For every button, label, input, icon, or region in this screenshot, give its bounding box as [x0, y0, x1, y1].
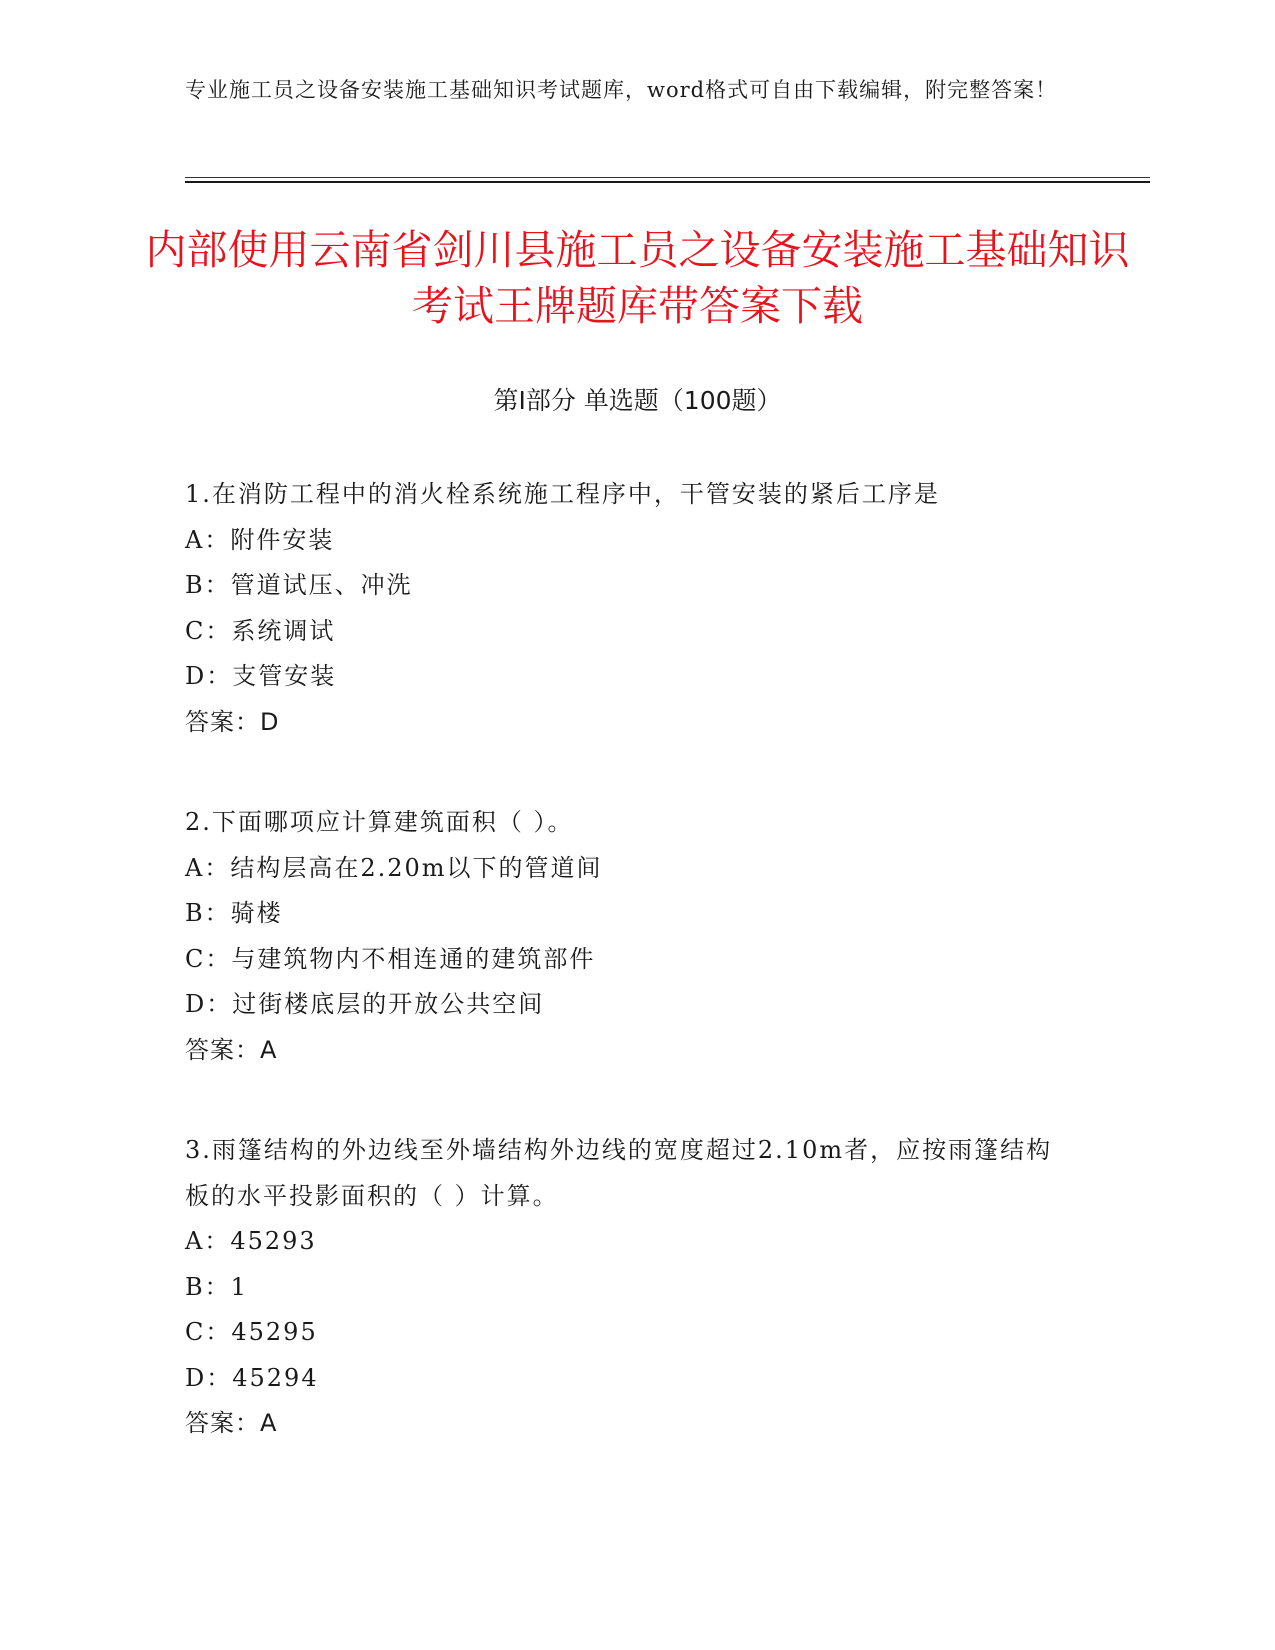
header-divider-thick: [185, 181, 1150, 183]
question-1: [185, 472, 1065, 745]
header-divider-thin: [185, 177, 1150, 178]
question-list: [185, 472, 1065, 1502]
section-heading: 第Ⅰ部分 单选题（100题）: [493, 386, 782, 415]
option-a: A：45293: [185, 1227, 317, 1255]
option-c: C：45295: [185, 1318, 318, 1346]
question-stem: 3.雨篷结构的外边线至外墙结构外边线的宽度超过2.10m者，应按雨篷结构板的水平投影面积的（ ）计算。: [185, 1136, 1053, 1210]
option-a: A：附件安装: [185, 525, 335, 554]
option-b: B：管道试压、冲洗: [185, 571, 413, 599]
question-stem: 1.在消防工程中的消火栓系统施工程序中，干管安装的紧后工序是: [185, 480, 940, 508]
option-b: B：1: [185, 1272, 248, 1301]
option-d: D：45294: [185, 1363, 319, 1392]
option-b: B：骑楼: [185, 899, 283, 927]
header-note: 专业施工员之设备安装施工基础知识考试题库，word格式可自由下载编辑，附完整答案！: [185, 78, 1058, 102]
question-3: [185, 1128, 1065, 1447]
answer: 答案：A: [185, 1409, 278, 1437]
question-stem: 2.下面哪项应计算建筑面积（ ）。: [185, 808, 574, 836]
question-2: [185, 800, 1065, 1073]
document-title: 内部使用云南省剑川县施工员之设备安装施工基础知识考试王牌题库带答案下载: [145, 226, 1130, 330]
answer: 答案：A: [185, 1035, 278, 1064]
option-a: A：结构层高在2.20m以下的管道间: [185, 853, 603, 882]
option-d: D：支管安装: [185, 662, 337, 690]
option-d: D：过街楼底层的开放公共空间: [185, 990, 545, 1018]
option-c: C：系统调试: [185, 616, 336, 645]
answer: 答案：D: [185, 707, 280, 736]
option-c: C：与建筑物内不相连通的建筑部件: [185, 944, 596, 973]
